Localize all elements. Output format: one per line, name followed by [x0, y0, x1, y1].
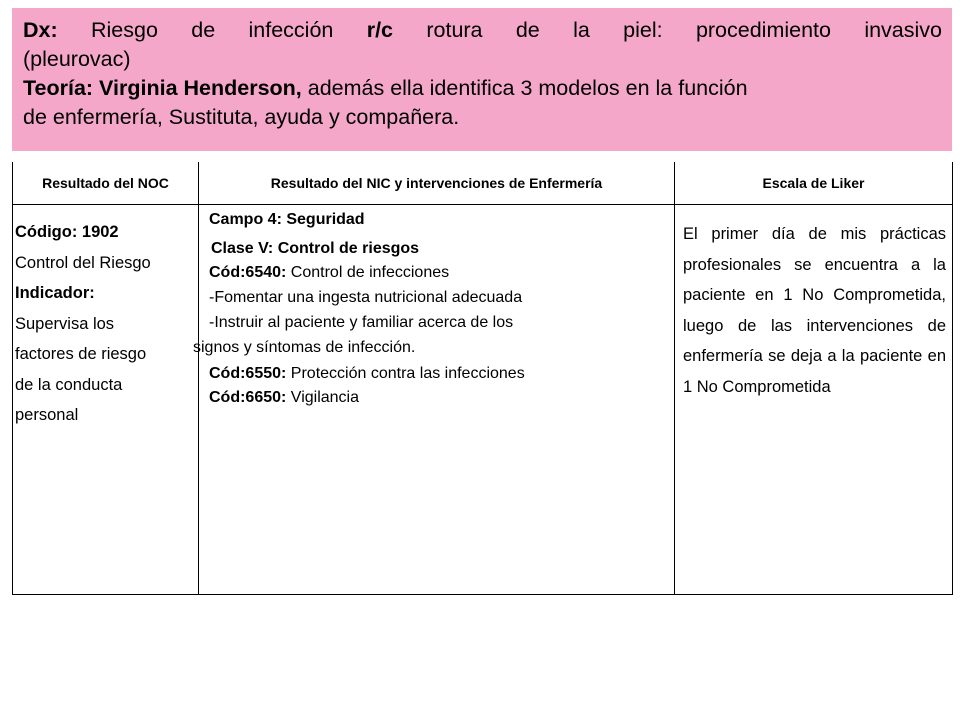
- noc-indicator-line: personal: [15, 406, 79, 424]
- dx-rc: r/c: [366, 18, 394, 42]
- table-row: [13, 205, 953, 595]
- theory-text-1: además ella identifica 3 modelos en la función: [301, 76, 748, 100]
- theory-line-2: de enfermería, Sustituta, ayuda y compañera.: [23, 105, 460, 129]
- theory-line: [23, 74, 942, 103]
- nic-code-text: Control de infecciones: [286, 264, 450, 281]
- nic-code-text: Vigilancia: [286, 389, 359, 406]
- table-header-row: [13, 162, 953, 205]
- diagnosis-header: [12, 8, 952, 151]
- noc-indicator-line: factores de riesgo: [15, 345, 147, 363]
- noc-name: Control del Riesgo: [15, 253, 151, 272]
- nic-intervention-6550: [199, 361, 674, 387]
- nic-campo: Campo 4: Seguridad: [209, 211, 365, 228]
- care-plan-table: [12, 162, 953, 595]
- column-header-noc: Resultado del NOC: [13, 162, 199, 205]
- liker-cell: El primer día de mis prácticas profesionales se encuentra a la paciente en 1 No Comprometida, luego de las intervenciones de enfermería se deja a la paciente en 1 No Comprometida: [675, 205, 953, 595]
- noc-cell: [13, 205, 199, 595]
- diagnosis-line-2: (pleurovac): [23, 47, 131, 71]
- nic-code-label: Cód:6650:: [209, 389, 287, 406]
- nic-code-text: Protección contra las infecciones: [286, 365, 525, 382]
- noc-indicator-line: Supervisa los: [15, 314, 115, 333]
- noc-indicator-label: Indicador:: [15, 284, 95, 302]
- nic-code-label: Cód:6550:: [209, 365, 287, 382]
- nic-activity-continuation: signos y síntomas de infección.: [193, 339, 416, 356]
- nic-intervention-6540: [199, 261, 674, 285]
- column-header-nic: Resultado del NIC y intervenciones de Enfermería: [199, 162, 675, 205]
- nic-cell: [193, 205, 675, 595]
- noc-code: Código: 1902: [15, 223, 119, 241]
- nic-intervention-6650: [199, 387, 674, 409]
- nic-activity: -Fomentar una ingesta nutricional adecuada: [209, 289, 523, 306]
- nic-code-label: Cód:6540:: [209, 264, 287, 281]
- nic-clase: Clase V: Control de riesgos: [211, 240, 420, 257]
- theory-label: Teoría: Virginia Henderson,: [23, 76, 302, 100]
- diagnosis-line: [23, 16, 942, 45]
- dx-text-1: Riesgo de infección: [57, 18, 367, 42]
- noc-indicator-line: de la conducta: [15, 375, 123, 394]
- dx-label: Dx:: [23, 18, 58, 42]
- nic-activity: -Instruir al paciente y familiar acerca de los: [209, 314, 514, 331]
- dx-text-2: rotura de la piel: procedimiento invasivo: [393, 18, 942, 42]
- column-header-liker: Escala de Liker: [675, 162, 953, 205]
